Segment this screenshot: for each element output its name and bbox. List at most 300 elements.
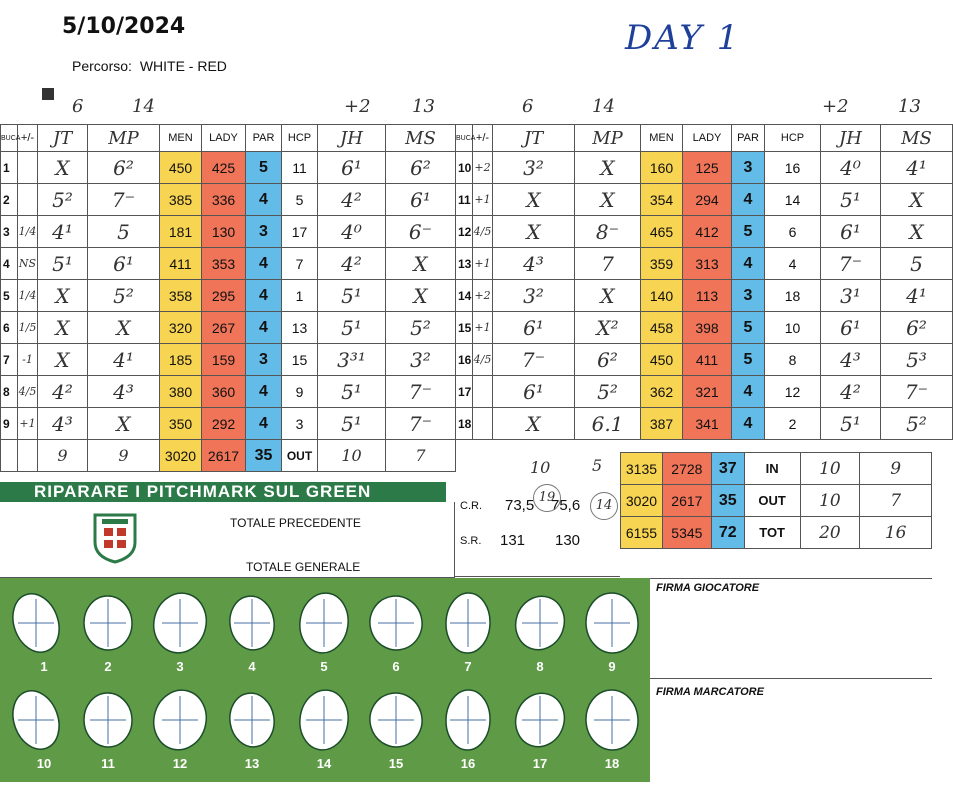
yard-lady: 336 (202, 184, 246, 216)
tot-jh: 20 (800, 517, 860, 549)
col-player-jt-back: JT (493, 125, 575, 152)
hole-hcp: 18 (765, 280, 821, 312)
score-jh: 4² (821, 376, 881, 408)
hole-number: 15 (456, 312, 473, 344)
in-jh: 10 (800, 453, 860, 485)
score-mp: 7 (575, 248, 641, 280)
hcp-note-mp: 14 (132, 96, 155, 117)
col-hcp: HCP (282, 125, 318, 152)
green-diagram (296, 687, 352, 771)
score-mp: 4¹ (88, 344, 160, 376)
hole-number: 10 (456, 152, 473, 184)
out-label: OUT (744, 485, 800, 517)
green-number: 6 (392, 659, 400, 674)
total-out-lady: 2617 (202, 440, 246, 472)
green-diagram (5, 684, 67, 771)
score-ms: 5² (881, 408, 953, 440)
hole-number: 2 (1, 184, 18, 216)
total-out-jh: 10 (318, 440, 386, 472)
score-ms: 5 (881, 248, 953, 280)
course-label: Percorso: (72, 58, 132, 74)
hole-row (456, 376, 953, 408)
score-jt: 4³ (38, 408, 88, 440)
hole-plusminus: 4/5 (473, 344, 493, 376)
hole-par: 3 (732, 280, 765, 312)
col-player-jh-back: JH (821, 125, 881, 152)
hole-hcp: 15 (282, 344, 318, 376)
ratings-divider (455, 576, 620, 577)
hole-number: 7 (1, 344, 18, 376)
hole-plusminus: +1 (473, 248, 493, 280)
hole-par: 4 (732, 248, 765, 280)
green-number: 18 (604, 756, 620, 771)
score-jh: 4⁰ (821, 152, 881, 184)
in-men: 3135 (621, 453, 663, 485)
in-lady: 2728 (662, 453, 711, 485)
yard-men: 140 (641, 280, 683, 312)
score-mp: 8⁻ (575, 216, 641, 248)
yard-lady: 412 (683, 216, 732, 248)
hole-plusminus: 1/4 (18, 216, 38, 248)
total-in-mp: 5 (592, 456, 603, 475)
green-diagram (584, 688, 640, 771)
yard-lady: 292 (202, 408, 246, 440)
yard-lady: 353 (202, 248, 246, 280)
hole-number: 1 (1, 152, 18, 184)
hole-row (456, 184, 953, 216)
hole-hcp: 6 (765, 216, 821, 248)
hole-row (1, 216, 456, 248)
green-diagram (364, 687, 428, 771)
hole-row (456, 248, 953, 280)
hole-par: 5 (732, 344, 765, 376)
col-par: PAR (246, 125, 282, 152)
hcp-note-mp-back: 14 (592, 96, 615, 117)
yard-men: 160 (641, 152, 683, 184)
totale-precedente-label: TOTALE PRECEDENTE (230, 516, 361, 530)
green-number: 2 (104, 659, 112, 674)
score-mp: X (88, 408, 160, 440)
summary-in-row (621, 453, 932, 485)
score-ms: 7⁻ (386, 408, 456, 440)
yard-men: 385 (160, 184, 202, 216)
col-player-mp-back: MP (575, 125, 641, 152)
green-number: 14 (316, 756, 332, 771)
score-ms: 7⁻ (881, 376, 953, 408)
hole-par: 5 (246, 152, 282, 184)
score-jt: 5¹ (38, 248, 88, 280)
score-jt: 4² (38, 376, 88, 408)
yard-men: 465 (641, 216, 683, 248)
hole-number: 5 (1, 280, 18, 312)
greens-svg (0, 578, 650, 782)
hole-row (1, 312, 456, 344)
col-men-back: MEN (641, 125, 683, 152)
greens-diagram-panel (0, 578, 650, 782)
score-mp: X (88, 312, 160, 344)
score-ms: 6² (386, 152, 456, 184)
yard-men: 185 (160, 344, 202, 376)
score-ms: 4¹ (881, 152, 953, 184)
score-jt: 7⁻ (493, 344, 575, 376)
score-jt: 4¹ (38, 216, 88, 248)
green-diagram (445, 592, 491, 674)
pitchmark-banner: RIPARARE I PITCHMARK SUL GREEN (0, 482, 446, 502)
cr-men-value: 73,5 (505, 497, 535, 514)
score-mp: 7⁻ (88, 184, 160, 216)
total-out-mp: 9 (88, 440, 160, 472)
hole-hcp: 16 (765, 152, 821, 184)
yard-men: 450 (641, 344, 683, 376)
green-number: 12 (172, 756, 188, 771)
yard-lady: 411 (683, 344, 732, 376)
hole-par: 4 (246, 376, 282, 408)
hole-plusminus: -1 (18, 344, 38, 376)
score-mp: 4³ (88, 376, 160, 408)
score-jh: 5¹ (821, 184, 881, 216)
tot-par: 72 (711, 517, 744, 549)
total-out-ms: 7 (386, 440, 456, 472)
yard-lady: 294 (683, 184, 732, 216)
score-ms: X (386, 248, 456, 280)
green-number: 10 (36, 756, 52, 771)
hole-par: 5 (732, 216, 765, 248)
score-mp: X (575, 280, 641, 312)
col-plusminus-back: +/- (473, 125, 493, 152)
firma-marcatore-label: FIRMA MARCATORE (656, 686, 764, 698)
score-jh: 4³ (821, 344, 881, 376)
hole-par: 5 (732, 312, 765, 344)
hole-number: 11 (456, 184, 473, 216)
hole-plusminus: +2 (473, 152, 493, 184)
score-jh: 4⁰ (318, 216, 386, 248)
hole-hcp: 11 (282, 152, 318, 184)
cr-label: C.R. (460, 500, 482, 512)
hole-number: 16 (456, 344, 473, 376)
course-value: WHITE - RED (139, 58, 227, 74)
marker-square (42, 88, 54, 100)
front-nine-table (0, 124, 456, 472)
score-mp: X² (575, 312, 641, 344)
score-ms: 6⁻ (386, 216, 456, 248)
hole-hcp: 8 (765, 344, 821, 376)
hole-row (456, 344, 953, 376)
hole-row (1, 248, 456, 280)
cr-lady-value: 75,6 (551, 497, 581, 514)
hole-row (1, 280, 456, 312)
out-men: 3020 (621, 485, 663, 517)
hole-number: 4 (1, 248, 18, 280)
sr-label: S.R. (460, 535, 482, 547)
green-diagram (584, 591, 640, 674)
hole-par: 4 (246, 248, 282, 280)
green-diagram (83, 692, 134, 771)
score-jt: 6¹ (493, 312, 575, 344)
hole-plusminus: +2 (473, 280, 493, 312)
score-ms: 7⁻ (386, 376, 456, 408)
hole-number: 8 (1, 376, 18, 408)
hole-par: 3 (246, 344, 282, 376)
green-number: 5 (320, 659, 328, 674)
yard-lady: 295 (202, 280, 246, 312)
hole-par: 4 (246, 280, 282, 312)
hole-number: 6 (1, 312, 18, 344)
green-diagram (226, 690, 278, 771)
score-jt: 6¹ (493, 376, 575, 408)
hole-plusminus: 4/5 (18, 376, 38, 408)
yard-men: 362 (641, 376, 683, 408)
green-number: 1 (40, 659, 48, 674)
score-jt: 3² (493, 152, 575, 184)
yard-lady: 159 (202, 344, 246, 376)
summary-table (620, 452, 932, 549)
green-diagram (148, 588, 213, 674)
scorecard-date: 5/10/2024 (62, 14, 186, 39)
totale-generale-label: TOTALE GENERALE (246, 560, 361, 574)
green-number: 16 (460, 756, 476, 771)
yard-men: 450 (160, 152, 202, 184)
club-crest-logo (92, 512, 138, 564)
yard-men: 411 (160, 248, 202, 280)
in-par: 37 (711, 453, 744, 485)
summary-tot-row (621, 517, 932, 549)
hole-plusminus (473, 376, 493, 408)
score-jh: 5¹ (821, 408, 881, 440)
hole-hcp: 13 (282, 312, 318, 344)
yard-lady: 321 (683, 376, 732, 408)
col-player-ms: MS (386, 125, 456, 152)
hole-hcp: 2 (765, 408, 821, 440)
hcp-note-jh: +2 (344, 96, 371, 117)
score-jh: 5¹ (318, 280, 386, 312)
score-jh: 5¹ (318, 408, 386, 440)
score-mp: X (575, 152, 641, 184)
cr-circled-note-2: 14 (590, 492, 618, 520)
col-lady-back: LADY (683, 125, 732, 152)
hole-par: 4 (732, 184, 765, 216)
score-jh: 6¹ (821, 312, 881, 344)
hole-par: 4 (246, 408, 282, 440)
yard-men: 380 (160, 376, 202, 408)
sr-lady-value: 130 (555, 532, 581, 549)
hole-row (1, 152, 456, 184)
score-jt: X (38, 280, 88, 312)
score-mp: 5² (575, 376, 641, 408)
score-mp: X (575, 184, 641, 216)
hole-par: 4 (246, 312, 282, 344)
in-ms: 9 (860, 453, 932, 485)
hole-plusminus (473, 408, 493, 440)
score-jh: 7⁻ (821, 248, 881, 280)
hole-hcp: 1 (282, 280, 318, 312)
score-mp: 6.1 (575, 408, 641, 440)
score-jh: 3¹ (821, 280, 881, 312)
yard-lady: 113 (683, 280, 732, 312)
col-par-back: PAR (732, 125, 765, 152)
col-hcp-back: HCP (765, 125, 821, 152)
hole-number: 17 (456, 376, 473, 408)
hcp-note-ms-back: 13 (898, 96, 921, 117)
green-number: 17 (532, 756, 548, 771)
hole-hcp: 4 (765, 248, 821, 280)
yard-lady: 125 (683, 152, 732, 184)
col-lady: LADY (202, 125, 246, 152)
yard-lady: 313 (683, 248, 732, 280)
hole-row (456, 216, 953, 248)
hole-hcp: 12 (765, 376, 821, 408)
yard-lady: 425 (202, 152, 246, 184)
cr-circled-note-1: 19 (533, 484, 561, 512)
hole-row (456, 280, 953, 312)
hcp-note-ms: 13 (412, 96, 435, 117)
score-ms: 5³ (881, 344, 953, 376)
hole-plusminus: 1/4 (18, 280, 38, 312)
yard-lady: 341 (683, 408, 732, 440)
col-buca: BUCA (1, 125, 18, 152)
total-out-men: 3020 (160, 440, 202, 472)
score-ms: 6² (881, 312, 953, 344)
yard-men: 181 (160, 216, 202, 248)
score-ms: 6¹ (386, 184, 456, 216)
yard-lady: 267 (202, 312, 246, 344)
green-diagram (148, 685, 213, 771)
score-ms: X (881, 216, 953, 248)
score-jt: X (38, 312, 88, 344)
yard-men: 354 (641, 184, 683, 216)
score-jt: X (493, 408, 575, 440)
hole-hcp: 7 (282, 248, 318, 280)
hole-plusminus (18, 184, 38, 216)
hcp-note-jh-back: +2 (822, 96, 849, 117)
hole-plusminus: +1 (473, 312, 493, 344)
score-jt: X (493, 184, 575, 216)
score-jt: X (38, 152, 88, 184)
green-number: 8 (536, 659, 544, 674)
green-number: 11 (101, 756, 115, 771)
col-player-jh: JH (318, 125, 386, 152)
tot-men: 6155 (621, 517, 663, 549)
hole-par: 3 (732, 152, 765, 184)
total-out-par: 35 (246, 440, 282, 472)
green-diagram (5, 587, 67, 674)
hole-hcp: 14 (765, 184, 821, 216)
hole-par: 4 (732, 376, 765, 408)
hole-row (1, 184, 456, 216)
yard-men: 359 (641, 248, 683, 280)
hcp-note-jt: 6 (72, 96, 84, 117)
out-jh: 10 (800, 485, 860, 517)
score-jt: 3² (493, 280, 575, 312)
yard-men: 387 (641, 408, 683, 440)
hcp-note-jt-back: 6 (522, 96, 534, 117)
signature-divider (650, 678, 932, 679)
yard-men: 358 (160, 280, 202, 312)
score-ms: 3² (386, 344, 456, 376)
hole-plusminus: +1 (473, 184, 493, 216)
hole-row (456, 152, 953, 184)
hole-hcp: 5 (282, 184, 318, 216)
hole-number: 18 (456, 408, 473, 440)
score-jh: 3³¹ (318, 344, 386, 376)
col-men: MEN (160, 125, 202, 152)
green-number: 9 (608, 659, 616, 674)
score-jt: 5² (38, 184, 88, 216)
yard-lady: 130 (202, 216, 246, 248)
score-jt: X (493, 216, 575, 248)
total-out-label: OUT (282, 440, 318, 472)
course-info (68, 58, 227, 74)
day-note: DAY 1 (625, 18, 741, 58)
signature-panel (650, 578, 932, 783)
out-ms: 7 (860, 485, 932, 517)
score-jh: 6¹ (821, 216, 881, 248)
col-player-mp: MP (88, 125, 160, 152)
green-number: 3 (176, 659, 184, 674)
yard-men: 320 (160, 312, 202, 344)
score-jh: 5¹ (318, 312, 386, 344)
green-diagram (226, 593, 278, 674)
score-mp: 5 (88, 216, 160, 248)
hole-plusminus: +1 (18, 408, 38, 440)
hole-hcp: 10 (765, 312, 821, 344)
hole-hcp: 9 (282, 376, 318, 408)
score-jh: 4² (318, 248, 386, 280)
hole-row (456, 408, 953, 440)
score-jh: 4² (318, 184, 386, 216)
hole-plusminus (18, 152, 38, 184)
yard-men: 458 (641, 312, 683, 344)
col-player-ms-back: MS (881, 125, 953, 152)
green-diagram (83, 595, 134, 674)
score-ms: 4¹ (881, 280, 953, 312)
hole-number: 9 (1, 408, 18, 440)
out-lady: 2617 (662, 485, 711, 517)
green-diagram (509, 590, 572, 674)
out-par: 35 (711, 485, 744, 517)
tot-label: TOT (744, 517, 800, 549)
hole-number: 14 (456, 280, 473, 312)
hole-par: 4 (732, 408, 765, 440)
yard-men: 350 (160, 408, 202, 440)
green-number: 15 (388, 756, 404, 771)
score-jh: 6¹ (318, 152, 386, 184)
col-plusminus: +/- (18, 125, 38, 152)
col-player-jt: JT (38, 125, 88, 152)
score-ms: X (386, 280, 456, 312)
score-ms: 5² (386, 312, 456, 344)
hole-row (1, 408, 456, 440)
green-number: 4 (248, 659, 256, 674)
green-number: 13 (244, 756, 260, 771)
hole-number: 12 (456, 216, 473, 248)
green-diagram (296, 590, 352, 674)
hole-hcp: 17 (282, 216, 318, 248)
col-buca-back: BUCA (456, 125, 473, 152)
score-jt: 4³ (493, 248, 575, 280)
score-jh: 5¹ (318, 376, 386, 408)
total-in-jt: 10 (530, 458, 551, 477)
green-diagram (509, 687, 572, 771)
hole-par: 3 (246, 216, 282, 248)
tot-lady: 5345 (662, 517, 711, 549)
hole-plusminus: 4/5 (473, 216, 493, 248)
score-mp: 5² (88, 280, 160, 312)
hole-number: 3 (1, 216, 18, 248)
back-nine-table (455, 124, 953, 440)
green-diagram (364, 590, 428, 674)
sr-men-value: 131 (500, 532, 526, 549)
hole-row (456, 312, 953, 344)
